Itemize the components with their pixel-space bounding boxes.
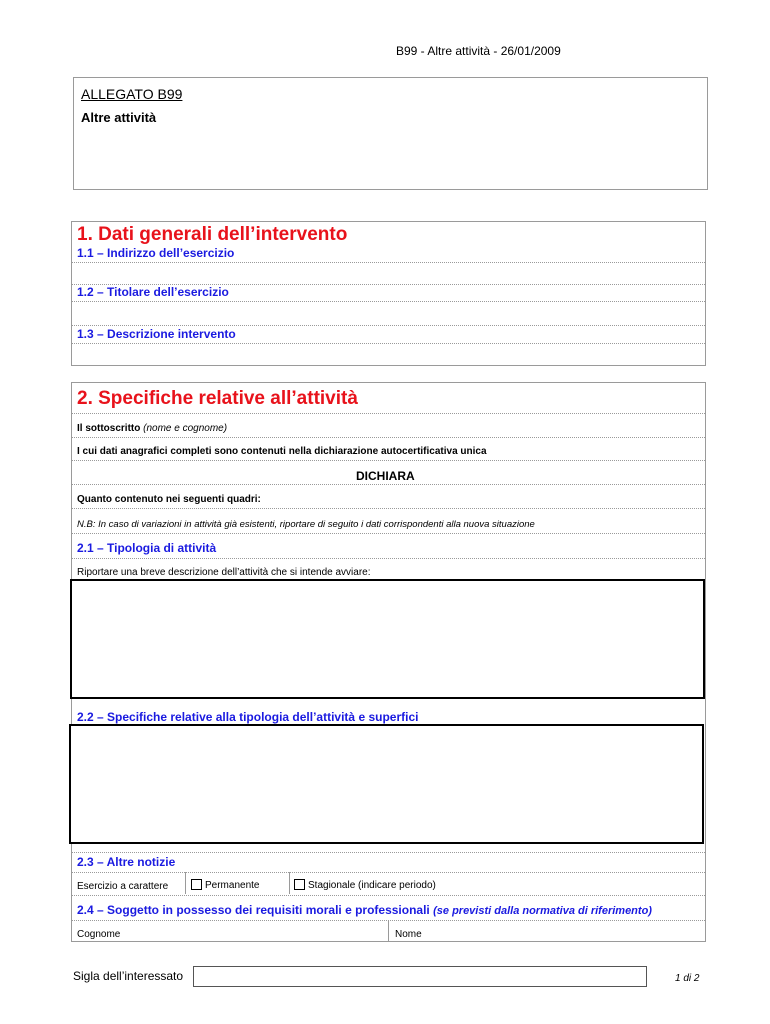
section2-4-title: 2.4 – Soggetto in possesso dei requisiti morali e professionali: [77, 903, 430, 917]
section2-title: 2. Specifiche relative all’attività: [77, 388, 358, 409]
sottoscritto-text: Il sottoscritto: [77, 423, 141, 434]
section2-4-label: [77, 903, 652, 917]
specifiche-textarea[interactable]: [69, 724, 704, 844]
sigla-input[interactable]: [193, 966, 647, 987]
sigla-label: Sigla dell’interessato: [73, 969, 184, 983]
permanente-label: Permanente: [205, 880, 260, 891]
stagionale-checkbox[interactable]: [294, 879, 305, 890]
section1-title: 1. Dati generali dell’intervento: [77, 224, 348, 245]
stagionale-label: Stagionale (indicare periodo): [308, 880, 436, 891]
sottoscritto-hint: (nome e cognome): [143, 423, 228, 434]
permanente-checkbox[interactable]: [191, 879, 202, 890]
dati-anagrafici-text: I cui dati anagrafici completi sono contenuti nella dichiarazione autocertificativa unica: [77, 446, 487, 457]
cognome-field[interactable]: Cognome: [77, 929, 121, 940]
section2-2-label: 2.2 – Specifiche relative alla tipologia dell’attività e superfici: [77, 710, 419, 724]
option-stagionale[interactable]: [294, 879, 436, 891]
section2-3-label: 2.3 – Altre notizie: [77, 855, 176, 869]
allegato-code: ALLEGATO B99: [81, 86, 183, 102]
document-header: B99 - Altre attività - 26/01/2009: [396, 44, 561, 58]
section1-3-label: 1.3 – Descrizione intervento: [77, 327, 236, 341]
page-number: 1 di 2: [675, 973, 700, 984]
sottoscritto-label: [77, 423, 227, 434]
quanto-contenuto-text: Quanto contenuto nei seguenti quadri:: [77, 494, 261, 505]
section2-4-note: (se previsti dalla normativa di riferimento): [433, 905, 652, 917]
tipologia-hint: Riportare una breve descrizione dell’attività che si intende avviare:: [77, 567, 371, 578]
allegato-subtitle: Altre attività: [81, 110, 157, 125]
nome-field[interactable]: Nome: [395, 929, 422, 940]
nb-note: N.B: In caso di variazioni in attività già esistenti, riportare di seguito i dati corrispondenti alla nuova situazione: [77, 519, 535, 530]
dichiara-heading: DICHIARA: [356, 469, 415, 483]
section2-1-label: 2.1 – Tipologia di attività: [77, 541, 217, 555]
option-permanente[interactable]: [191, 879, 259, 891]
section1-2-label: 1.2 – Titolare dell’esercizio: [77, 285, 229, 299]
esercizio-label: Esercizio a carattere: [77, 881, 169, 892]
section1-1-label: 1.1 – Indirizzo dell’esercizio: [77, 246, 235, 260]
tipologia-textarea[interactable]: [70, 579, 705, 699]
